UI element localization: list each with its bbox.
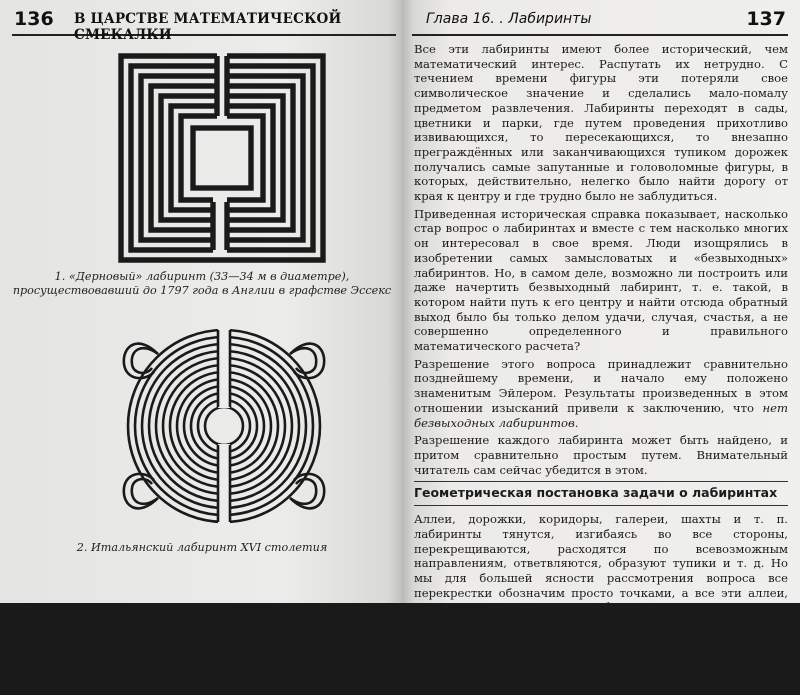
figure1-caption-line2: просуществовавший до 1797 года в Англии в графстве Эссекс: [12, 284, 392, 297]
paragraph-3-text: Разрешение этого вопроса принадлежит сравнительно позднейшему времени, и начало ему положено знаменитым Эйлером. Результаты произведенных в этом отношении изысканий привели к заключению, что: [414, 356, 788, 415]
left-running-title: В ЦАРСТВЕ МАТЕМАТИЧЕСКОЙ СМЕКАЛКИ: [74, 11, 342, 43]
left-page: [0, 0, 404, 603]
right-page-number: 137: [746, 8, 786, 30]
paragraph-6-emphasis-2: лабиринт: [483, 662, 546, 677]
paragraph-3: [414, 357, 788, 431]
paragraph-6-end: , если какая-либо точка, движущаяся по линиям: [414, 662, 788, 691]
right-page: [402, 0, 800, 691]
left-header: [12, 8, 396, 43]
figure2-italian-maze: [118, 316, 330, 536]
paragraph-3-end: .: [574, 415, 579, 430]
paragraph-6-text: Эти точки и эти линии вместе составляют: [414, 647, 682, 662]
right-body-text: [414, 42, 788, 695]
right-running-title: Глава 16. . Лабиринты: [426, 11, 592, 27]
paragraph-5: Аллеи, дорожки, коридоры, галереи, шахты и т. п. лабиринты тянутся, изгибаясь во все стороны, перекрещиваются, расходятся по всевозможным направлениям, ответвляются, образуют тупики и т. д. Но мы для большей ясности рассмотрения вопроса все перекрестки обозначим просто точками, а все эти аллеи, дорожки, коридоры и т. д. будем принимать просто за линии, прямые или кривые, плоские или нет — все равно, но эти линии соединяют наши точки (перекрестки).: [414, 512, 788, 644]
figure1-caption-line1: 1. «Дерновый» лабиринт (33—34 м в диаметре),: [54, 270, 350, 283]
left-page-number: 136: [14, 8, 54, 30]
section-heading: Геометрическая постановка задачи о лабиринтах: [414, 481, 788, 506]
paragraph-3-emphasis: нет безвыходных лабиринтов: [414, 400, 788, 430]
right-header: [412, 8, 788, 36]
figure1-square-maze: [117, 52, 327, 264]
paragraph-6: [414, 647, 788, 691]
paragraph-2: Приведенная историческая справка показывает, насколько стар вопрос о лабиринтах и вместе с тем насколько многих он интересовал в свое время. Люди изощрялись в изобретении самых замысловатых и «безвыходных» лабиринтов. Но, в самом деле, возможно ли построить или даже начертить безвыходный лабиринт, т. е. такой, в котором найти путь к его центру и найти отсюда обратный выход было бы только делом удачи, случая, счастья, а не совершенно определенного и правильного математического расчета?: [414, 206, 788, 354]
paragraph-1: Все эти лабиринты имеют более исторический, чем математический интерес. Распутать их нетрудно. С течением времени фигуры эти потеряли свое символическое значение и сделались мало-помалу предметом развлечения. Лабиринты переходят в сады, цветники и парки, где путем проведения прихотливо извивающихся, то пересекающихся, то внезапно преграждённых или заканчивающихся тупиком дорожек получались самые запутанные и головоломные фигуры, в которых, действительно, нелегко было найти дорогу от края к центру и где трудно было не заблудиться.: [414, 42, 788, 204]
paragraph-4: Разрешение каждого лабиринта может быть найдено, и притом сравнительно простым путем. Внимательный читатель сам сейчас убедится в этом.: [414, 433, 788, 477]
paragraph-6-emphasis-1: геометрическую сеть: [414, 647, 788, 677]
figure2-caption: 2. Итальянский лабиринт XVI столетия: [76, 541, 328, 554]
figure1-caption: [10, 270, 394, 298]
paragraph-6-mid: , или: [444, 662, 484, 677]
